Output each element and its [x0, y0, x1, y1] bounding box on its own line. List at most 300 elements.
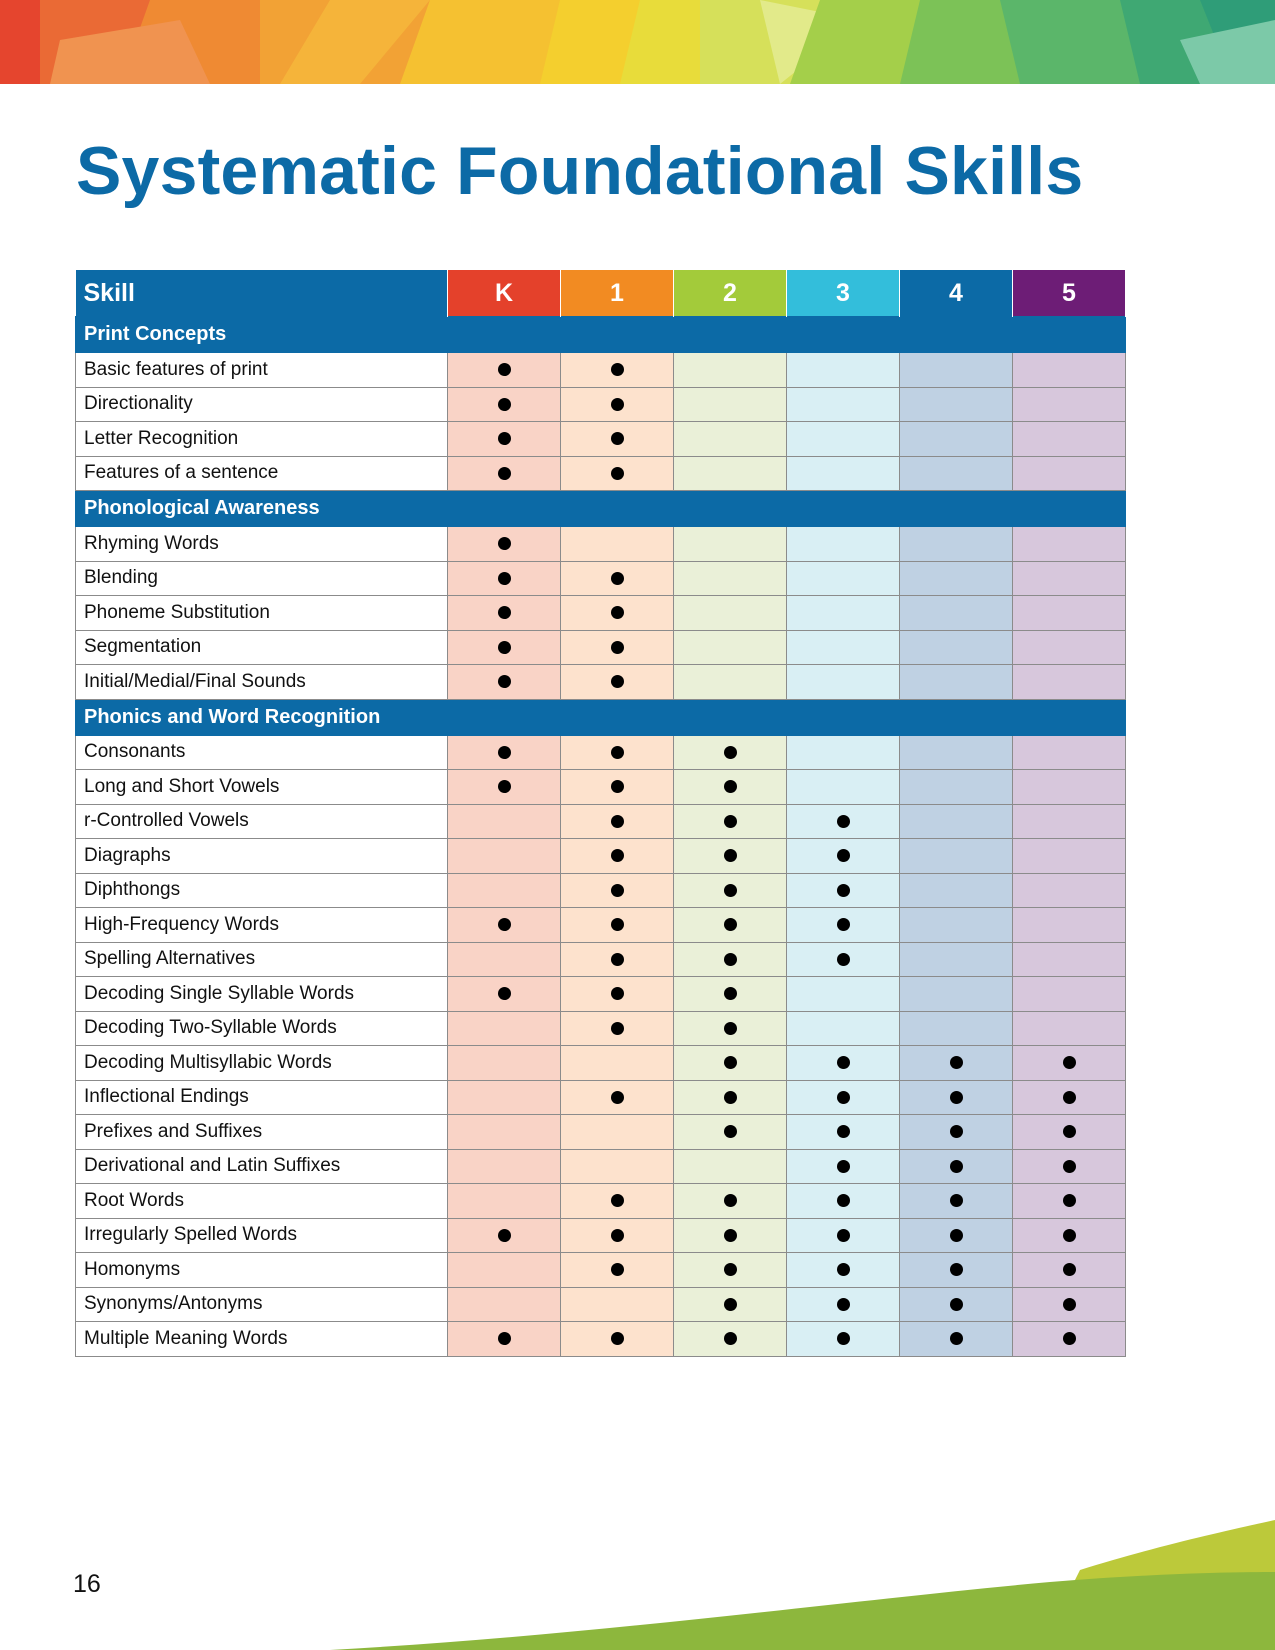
grade-cell-1 — [561, 1149, 674, 1184]
grade-cell-2 — [674, 1115, 787, 1150]
grade-cell-3 — [787, 1218, 900, 1253]
page-number: 16 — [73, 1570, 101, 1598]
bullet-dot-icon — [724, 1056, 737, 1069]
grade-cell-5 — [1013, 1253, 1126, 1288]
grade-cell-5 — [1013, 1011, 1126, 1046]
skill-name-cell: Directionality — [76, 387, 448, 422]
bullet-dot-icon — [611, 675, 624, 688]
grade-cell-1 — [561, 873, 674, 908]
bullet-dot-icon — [724, 918, 737, 931]
grade-cell-k — [448, 1322, 561, 1357]
grade-cell-3 — [787, 456, 900, 491]
grade-cell-1 — [561, 1115, 674, 1150]
header-row — [76, 270, 1126, 317]
grade-cell-1 — [561, 630, 674, 665]
grade-header-3: 3 — [787, 270, 900, 317]
grade-cell-3 — [787, 1115, 900, 1150]
bullet-dot-icon — [498, 398, 511, 411]
grade-cell-1 — [561, 908, 674, 943]
grade-cell-1 — [561, 1080, 674, 1115]
skill-name-cell: Multiple Meaning Words — [76, 1322, 448, 1357]
bullet-dot-icon — [724, 746, 737, 759]
grade-header-4: 4 — [900, 270, 1013, 317]
bullet-dot-icon — [498, 1229, 511, 1242]
skill-name-cell: Decoding Two-Syllable Words — [76, 1011, 448, 1046]
bullet-dot-icon — [837, 1263, 850, 1276]
bullet-dot-icon — [1063, 1056, 1076, 1069]
table-row — [76, 561, 1126, 596]
bullet-dot-icon — [611, 953, 624, 966]
bullet-dot-icon — [611, 572, 624, 585]
grade-cell-5 — [1013, 527, 1126, 562]
grade-cell-k — [448, 630, 561, 665]
table-row — [76, 1322, 1126, 1357]
grade-cell-5 — [1013, 839, 1126, 874]
skill-name-cell: Inflectional Endings — [76, 1080, 448, 1115]
grade-cell-2 — [674, 1322, 787, 1357]
bullet-dot-icon — [724, 815, 737, 828]
grade-cell-k — [448, 353, 561, 388]
grade-cell-1 — [561, 1218, 674, 1253]
grade-cell-1 — [561, 1046, 674, 1081]
skill-name-cell: Decoding Multisyllabic Words — [76, 1046, 448, 1081]
grade-cell-1 — [561, 977, 674, 1012]
grade-cell-k — [448, 804, 561, 839]
grade-cell-2 — [674, 596, 787, 631]
grade-cell-3 — [787, 770, 900, 805]
grade-header-1: 1 — [561, 270, 674, 317]
grade-cell-5 — [1013, 735, 1126, 770]
bullet-dot-icon — [724, 1298, 737, 1311]
grade-cell-4 — [900, 1218, 1013, 1253]
bullet-dot-icon — [611, 467, 624, 480]
grade-cell-3 — [787, 1080, 900, 1115]
grade-cell-3 — [787, 1149, 900, 1184]
grade-cell-3 — [787, 561, 900, 596]
bullet-dot-icon — [950, 1091, 963, 1104]
bullet-dot-icon — [611, 606, 624, 619]
grade-header-5: 5 — [1013, 270, 1126, 317]
bullet-dot-icon — [837, 815, 850, 828]
skill-name-cell: Initial/Medial/Final Sounds — [76, 665, 448, 700]
grade-cell-2 — [674, 561, 787, 596]
table-row — [76, 1253, 1126, 1288]
grade-cell-4 — [900, 665, 1013, 700]
bullet-dot-icon — [837, 918, 850, 931]
grade-cell-3 — [787, 977, 900, 1012]
grade-cell-4 — [900, 804, 1013, 839]
grade-cell-2 — [674, 908, 787, 943]
grade-cell-k — [448, 665, 561, 700]
grade-cell-4 — [900, 908, 1013, 943]
bullet-dot-icon — [1063, 1160, 1076, 1173]
grade-cell-4 — [900, 353, 1013, 388]
grade-cell-k — [448, 1218, 561, 1253]
bullet-dot-icon — [498, 780, 511, 793]
grade-cell-3 — [787, 596, 900, 631]
grade-cell-5 — [1013, 353, 1126, 388]
grade-cell-k — [448, 422, 561, 457]
grade-cell-k — [448, 1080, 561, 1115]
grade-cell-3 — [787, 1253, 900, 1288]
grade-cell-4 — [900, 1253, 1013, 1288]
grade-cell-1 — [561, 770, 674, 805]
grade-cell-4 — [900, 527, 1013, 562]
grade-cell-1 — [561, 1184, 674, 1219]
grade-cell-3 — [787, 1322, 900, 1357]
bullet-dot-icon — [1063, 1125, 1076, 1138]
grade-cell-2 — [674, 770, 787, 805]
grade-cell-3 — [787, 1011, 900, 1046]
grade-cell-4 — [900, 977, 1013, 1012]
bullet-dot-icon — [837, 1056, 850, 1069]
bullet-dot-icon — [1063, 1263, 1076, 1276]
grade-cell-2 — [674, 1011, 787, 1046]
grade-cell-1 — [561, 387, 674, 422]
section-row — [76, 699, 1126, 735]
grade-cell-k — [448, 908, 561, 943]
skill-name-cell: Irregularly Spelled Words — [76, 1218, 448, 1253]
table-body — [76, 317, 1126, 1357]
bullet-dot-icon — [724, 953, 737, 966]
grade-cell-5 — [1013, 665, 1126, 700]
bullet-dot-icon — [724, 1022, 737, 1035]
skill-name-cell: Segmentation — [76, 630, 448, 665]
skill-name-cell: Basic features of print — [76, 353, 448, 388]
bullet-dot-icon — [1063, 1298, 1076, 1311]
bullet-dot-icon — [498, 606, 511, 619]
grade-cell-k — [448, 770, 561, 805]
grade-header-k: K — [448, 270, 561, 317]
bullet-dot-icon — [611, 1332, 624, 1345]
grade-cell-k — [448, 1011, 561, 1046]
grade-cell-1 — [561, 1287, 674, 1322]
section-heading: Phonological Awareness — [76, 491, 1126, 527]
grade-cell-5 — [1013, 1322, 1126, 1357]
grade-cell-5 — [1013, 977, 1126, 1012]
grade-header-2: 2 — [674, 270, 787, 317]
skill-name-cell: Diagraphs — [76, 839, 448, 874]
grade-cell-1 — [561, 942, 674, 977]
grade-cell-1 — [561, 561, 674, 596]
grade-cell-1 — [561, 527, 674, 562]
grade-cell-4 — [900, 1080, 1013, 1115]
bullet-dot-icon — [724, 1091, 737, 1104]
grade-cell-k — [448, 873, 561, 908]
section-row — [76, 317, 1126, 353]
grade-cell-1 — [561, 1253, 674, 1288]
grade-cell-4 — [900, 873, 1013, 908]
bullet-dot-icon — [611, 849, 624, 862]
bullet-dot-icon — [1063, 1229, 1076, 1242]
grade-cell-2 — [674, 1218, 787, 1253]
grade-cell-2 — [674, 873, 787, 908]
grade-cell-4 — [900, 1287, 1013, 1322]
grade-cell-2 — [674, 456, 787, 491]
table-row — [76, 456, 1126, 491]
grade-cell-k — [448, 1149, 561, 1184]
grade-cell-5 — [1013, 1287, 1126, 1322]
grade-cell-4 — [900, 1322, 1013, 1357]
table-row — [76, 804, 1126, 839]
grade-cell-k — [448, 561, 561, 596]
bottom-wave-graphic — [0, 1490, 1275, 1650]
bullet-dot-icon — [498, 987, 511, 1000]
bullet-dot-icon — [950, 1056, 963, 1069]
grade-cell-4 — [900, 1046, 1013, 1081]
skill-name-cell: Synonyms/Antonyms — [76, 1287, 448, 1322]
table-row — [76, 387, 1126, 422]
bullet-dot-icon — [611, 641, 624, 654]
grade-cell-5 — [1013, 1115, 1126, 1150]
grade-cell-5 — [1013, 1218, 1126, 1253]
bullet-dot-icon — [611, 398, 624, 411]
section-heading: Print Concepts — [76, 317, 1126, 353]
grade-cell-1 — [561, 665, 674, 700]
grade-cell-5 — [1013, 770, 1126, 805]
grade-cell-5 — [1013, 1184, 1126, 1219]
grade-cell-3 — [787, 665, 900, 700]
skill-name-cell: Long and Short Vowels — [76, 770, 448, 805]
grade-cell-4 — [900, 942, 1013, 977]
bullet-dot-icon — [611, 363, 624, 376]
table-row — [76, 596, 1126, 631]
bullet-dot-icon — [837, 1229, 850, 1242]
grade-cell-4 — [900, 1115, 1013, 1150]
bullet-dot-icon — [837, 1194, 850, 1207]
grade-cell-k — [448, 942, 561, 977]
bullet-dot-icon — [837, 1298, 850, 1311]
grade-cell-2 — [674, 387, 787, 422]
table-row — [76, 908, 1126, 943]
skill-name-cell: High-Frequency Words — [76, 908, 448, 943]
grade-cell-k — [448, 1253, 561, 1288]
grade-cell-k — [448, 456, 561, 491]
table-row — [76, 770, 1126, 805]
grade-cell-1 — [561, 1011, 674, 1046]
grade-cell-k — [448, 1287, 561, 1322]
bullet-dot-icon — [498, 641, 511, 654]
bullet-dot-icon — [611, 432, 624, 445]
grade-cell-4 — [900, 596, 1013, 631]
skill-name-cell: Root Words — [76, 1184, 448, 1219]
skill-name-cell: Diphthongs — [76, 873, 448, 908]
grade-cell-4 — [900, 1149, 1013, 1184]
grade-cell-4 — [900, 1011, 1013, 1046]
table-row — [76, 1149, 1126, 1184]
grade-cell-2 — [674, 1046, 787, 1081]
grade-cell-5 — [1013, 908, 1126, 943]
grade-cell-5 — [1013, 456, 1126, 491]
bullet-dot-icon — [611, 1229, 624, 1242]
grade-cell-2 — [674, 735, 787, 770]
table-row — [76, 839, 1126, 874]
skill-name-cell: Features of a sentence — [76, 456, 448, 491]
skill-name-cell: Prefixes and Suffixes — [76, 1115, 448, 1150]
grade-cell-4 — [900, 456, 1013, 491]
grade-cell-1 — [561, 735, 674, 770]
grade-cell-5 — [1013, 873, 1126, 908]
polygon-banner-graphic — [0, 0, 1275, 84]
grade-cell-2 — [674, 1080, 787, 1115]
skill-column-header: Skill — [76, 270, 448, 317]
grade-cell-k — [448, 387, 561, 422]
grade-cell-3 — [787, 630, 900, 665]
table-row — [76, 1115, 1126, 1150]
grade-cell-1 — [561, 422, 674, 457]
table-row — [76, 1046, 1126, 1081]
bullet-dot-icon — [837, 849, 850, 862]
grade-cell-5 — [1013, 804, 1126, 839]
table-row — [76, 527, 1126, 562]
grade-cell-4 — [900, 387, 1013, 422]
bullet-dot-icon — [724, 884, 737, 897]
grade-cell-2 — [674, 1253, 787, 1288]
bullet-dot-icon — [837, 1125, 850, 1138]
skill-name-cell: Letter Recognition — [76, 422, 448, 457]
grade-cell-k — [448, 735, 561, 770]
bullet-dot-icon — [498, 467, 511, 480]
grade-cell-5 — [1013, 422, 1126, 457]
grade-cell-3 — [787, 942, 900, 977]
grade-cell-5 — [1013, 1080, 1126, 1115]
grade-cell-3 — [787, 527, 900, 562]
grade-cell-2 — [674, 1184, 787, 1219]
skill-name-cell: Phoneme Substitution — [76, 596, 448, 631]
bullet-dot-icon — [724, 987, 737, 1000]
grade-cell-1 — [561, 456, 674, 491]
grade-cell-1 — [561, 353, 674, 388]
grade-cell-3 — [787, 387, 900, 422]
grade-cell-3 — [787, 353, 900, 388]
table-row — [76, 665, 1126, 700]
bullet-dot-icon — [950, 1125, 963, 1138]
grade-cell-5 — [1013, 1149, 1126, 1184]
grade-cell-2 — [674, 1287, 787, 1322]
bullet-dot-icon — [1063, 1332, 1076, 1345]
grade-cell-3 — [787, 873, 900, 908]
grade-cell-3 — [787, 1184, 900, 1219]
bullet-dot-icon — [611, 1263, 624, 1276]
grade-cell-5 — [1013, 561, 1126, 596]
grade-cell-4 — [900, 422, 1013, 457]
bullet-dot-icon — [498, 572, 511, 585]
table-row — [76, 942, 1126, 977]
bullet-dot-icon — [837, 884, 850, 897]
grade-cell-1 — [561, 839, 674, 874]
bullet-dot-icon — [1063, 1091, 1076, 1104]
table-row — [76, 630, 1126, 665]
bullet-dot-icon — [950, 1263, 963, 1276]
bullet-dot-icon — [611, 1194, 624, 1207]
grade-cell-3 — [787, 1287, 900, 1322]
skill-name-cell: Rhyming Words — [76, 527, 448, 562]
grade-cell-k — [448, 839, 561, 874]
skill-name-cell: r-Controlled Vowels — [76, 804, 448, 839]
grade-cell-2 — [674, 977, 787, 1012]
bullet-dot-icon — [498, 363, 511, 376]
grade-cell-2 — [674, 353, 787, 388]
bullet-dot-icon — [498, 918, 511, 931]
table-row — [76, 1184, 1126, 1219]
grade-cell-2 — [674, 665, 787, 700]
bullet-dot-icon — [611, 1091, 624, 1104]
bullet-dot-icon — [611, 884, 624, 897]
skill-name-cell: Blending — [76, 561, 448, 596]
grade-cell-5 — [1013, 630, 1126, 665]
grade-cell-2 — [674, 422, 787, 457]
table-row — [76, 353, 1126, 388]
bullet-dot-icon — [837, 1332, 850, 1345]
table-row — [76, 1218, 1126, 1253]
bullet-dot-icon — [950, 1194, 963, 1207]
bullet-dot-icon — [724, 780, 737, 793]
bullet-dot-icon — [950, 1229, 963, 1242]
grade-cell-2 — [674, 839, 787, 874]
grade-cell-5 — [1013, 596, 1126, 631]
grade-cell-4 — [900, 561, 1013, 596]
grade-cell-2 — [674, 942, 787, 977]
grade-cell-5 — [1013, 1046, 1126, 1081]
bullet-dot-icon — [498, 675, 511, 688]
bullet-dot-icon — [611, 918, 624, 931]
bullet-dot-icon — [724, 1125, 737, 1138]
skills-table — [75, 270, 1126, 1357]
bullet-dot-icon — [724, 1263, 737, 1276]
bullet-dot-icon — [1063, 1194, 1076, 1207]
grade-cell-1 — [561, 1322, 674, 1357]
table-row — [76, 1080, 1126, 1115]
skill-name-cell: Spelling Alternatives — [76, 942, 448, 977]
bullet-dot-icon — [611, 815, 624, 828]
table-row — [76, 977, 1126, 1012]
bullet-dot-icon — [950, 1298, 963, 1311]
grade-cell-3 — [787, 735, 900, 770]
grade-cell-k — [448, 596, 561, 631]
grade-cell-5 — [1013, 942, 1126, 977]
bullet-dot-icon — [498, 1332, 511, 1345]
bullet-dot-icon — [837, 1091, 850, 1104]
grade-cell-4 — [900, 770, 1013, 805]
grade-cell-3 — [787, 804, 900, 839]
bullet-dot-icon — [724, 849, 737, 862]
grade-cell-4 — [900, 630, 1013, 665]
bullet-dot-icon — [611, 780, 624, 793]
bullet-dot-icon — [837, 953, 850, 966]
grade-cell-1 — [561, 596, 674, 631]
bullet-dot-icon — [498, 432, 511, 445]
page-title: Systematic Foundational Skills — [76, 133, 1084, 209]
grade-cell-2 — [674, 804, 787, 839]
grade-cell-k — [448, 1184, 561, 1219]
grade-cell-k — [448, 1046, 561, 1081]
grade-cell-3 — [787, 839, 900, 874]
bullet-dot-icon — [611, 1022, 624, 1035]
grade-cell-3 — [787, 908, 900, 943]
grade-cell-5 — [1013, 387, 1126, 422]
bullet-dot-icon — [498, 746, 511, 759]
bullet-dot-icon — [724, 1194, 737, 1207]
grade-cell-4 — [900, 839, 1013, 874]
bullet-dot-icon — [950, 1160, 963, 1173]
skill-name-cell: Homonyms — [76, 1253, 448, 1288]
grade-cell-k — [448, 1115, 561, 1150]
grade-cell-4 — [900, 1184, 1013, 1219]
table-row — [76, 1011, 1126, 1046]
bullet-dot-icon — [837, 1160, 850, 1173]
table-row — [76, 1287, 1126, 1322]
top-decorative-band — [0, 0, 1275, 84]
